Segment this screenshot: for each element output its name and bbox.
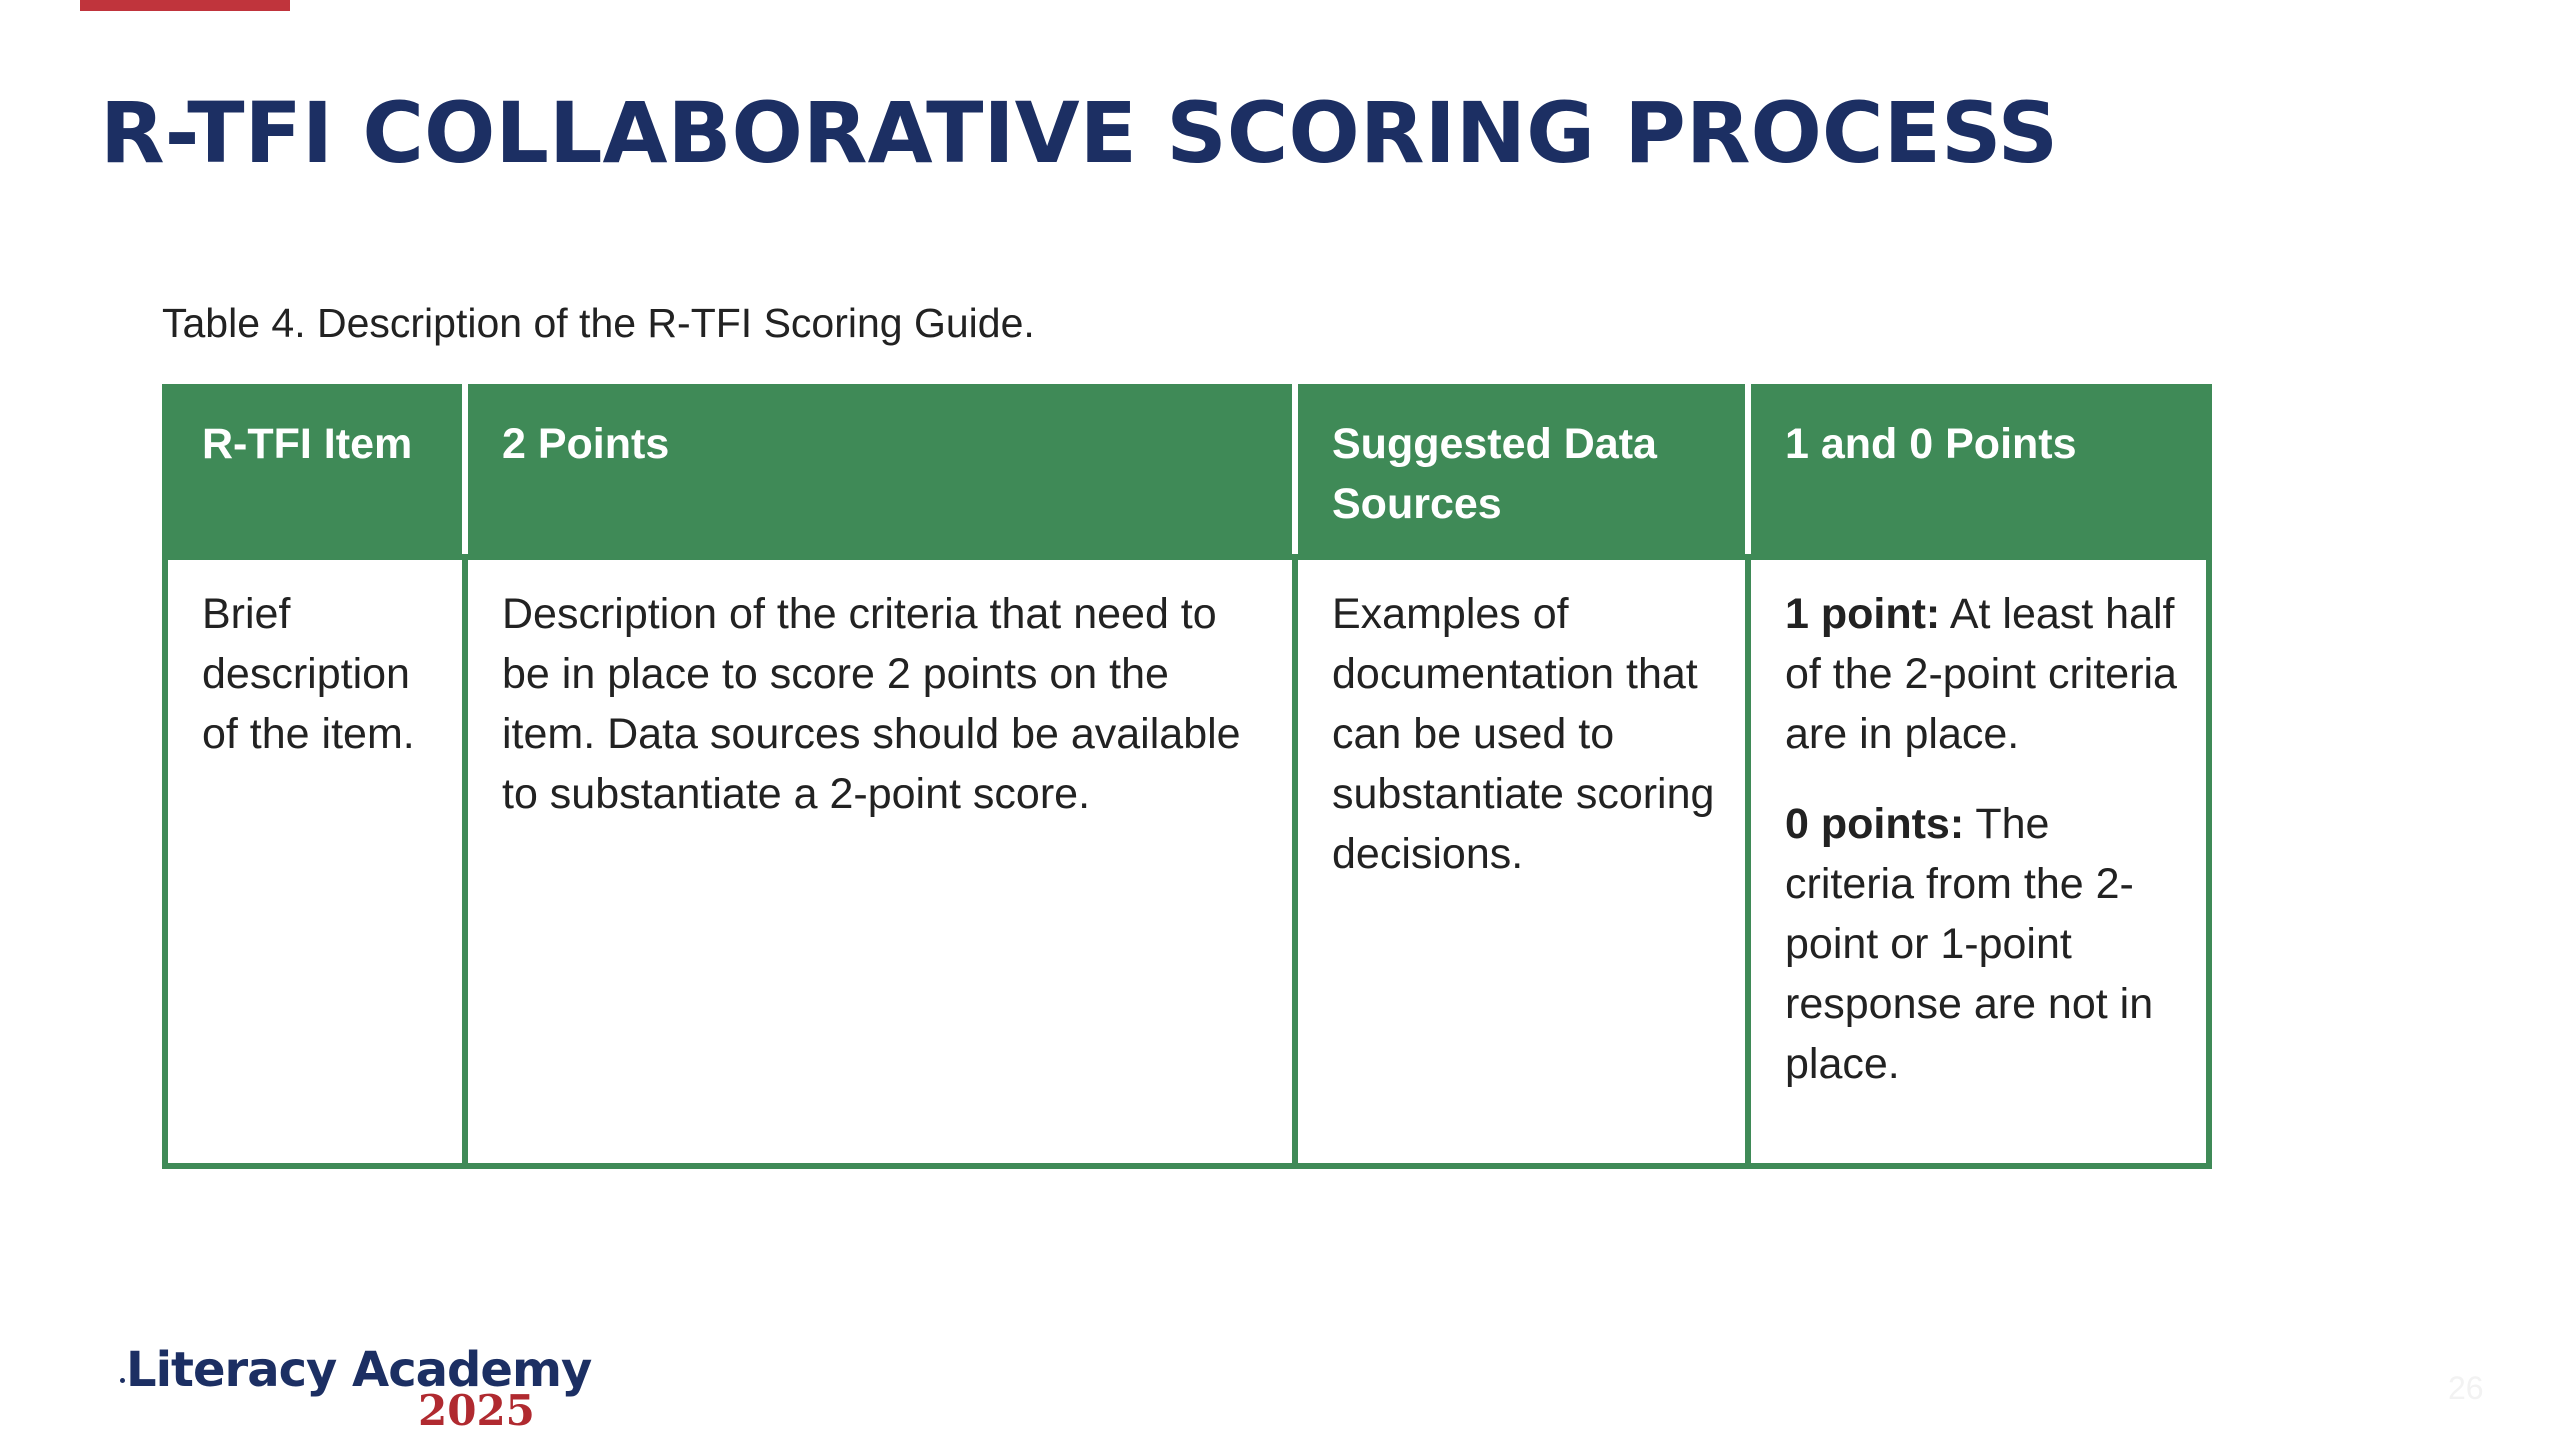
cell-item-description: Brief description of the item. (165, 557, 465, 1166)
cell-1-and-0-points (1748, 557, 2209, 1166)
header-suggested-data-sources: Suggested Data Sources (1295, 387, 1748, 557)
table-caption: Table 4. Description of the R-TFI Scoring Guide. (162, 300, 1035, 346)
table-header-row (165, 387, 2209, 557)
cell-2-points-criteria: Description of the criteria that need to be in place to score 2 points on the item. Data sources should be available to substantiate a 2-point score. (465, 557, 1295, 1166)
one-point-text: At least half of the 2-point criteria are in place. (1785, 590, 2177, 758)
one-point-label: 1 point: (1785, 590, 1941, 638)
zero-points-paragraph (1785, 794, 2186, 1094)
table-row (165, 557, 2209, 1166)
logo-year: 2025 (418, 1386, 535, 1435)
slide-title: R-TFI COLLABORATIVE SCORING PROCESS (100, 84, 2059, 182)
literacy-academy-logo (120, 1342, 592, 1442)
accent-bar (80, 0, 290, 11)
logo-dot-icon (120, 1378, 125, 1383)
header-rtfi-item: R-TFI Item (165, 387, 465, 557)
zero-points-label: 0 points: (1785, 800, 1965, 848)
logo-name: Literacy Academy (126, 1342, 592, 1398)
page-number: 26 (2448, 1370, 2484, 1406)
cell-data-sources: Examples of documentation that can be used to substantiate scoring decisions. (1295, 557, 1748, 1166)
one-point-paragraph (1785, 584, 2186, 764)
header-2-points: 2 Points (465, 387, 1295, 557)
zero-points-text: The criteria from the 2-point or 1-point response are not in place. (1785, 800, 2154, 1088)
scoring-guide-table (162, 384, 2212, 1169)
header-1-and-0-points: 1 and 0 Points (1748, 387, 2209, 557)
